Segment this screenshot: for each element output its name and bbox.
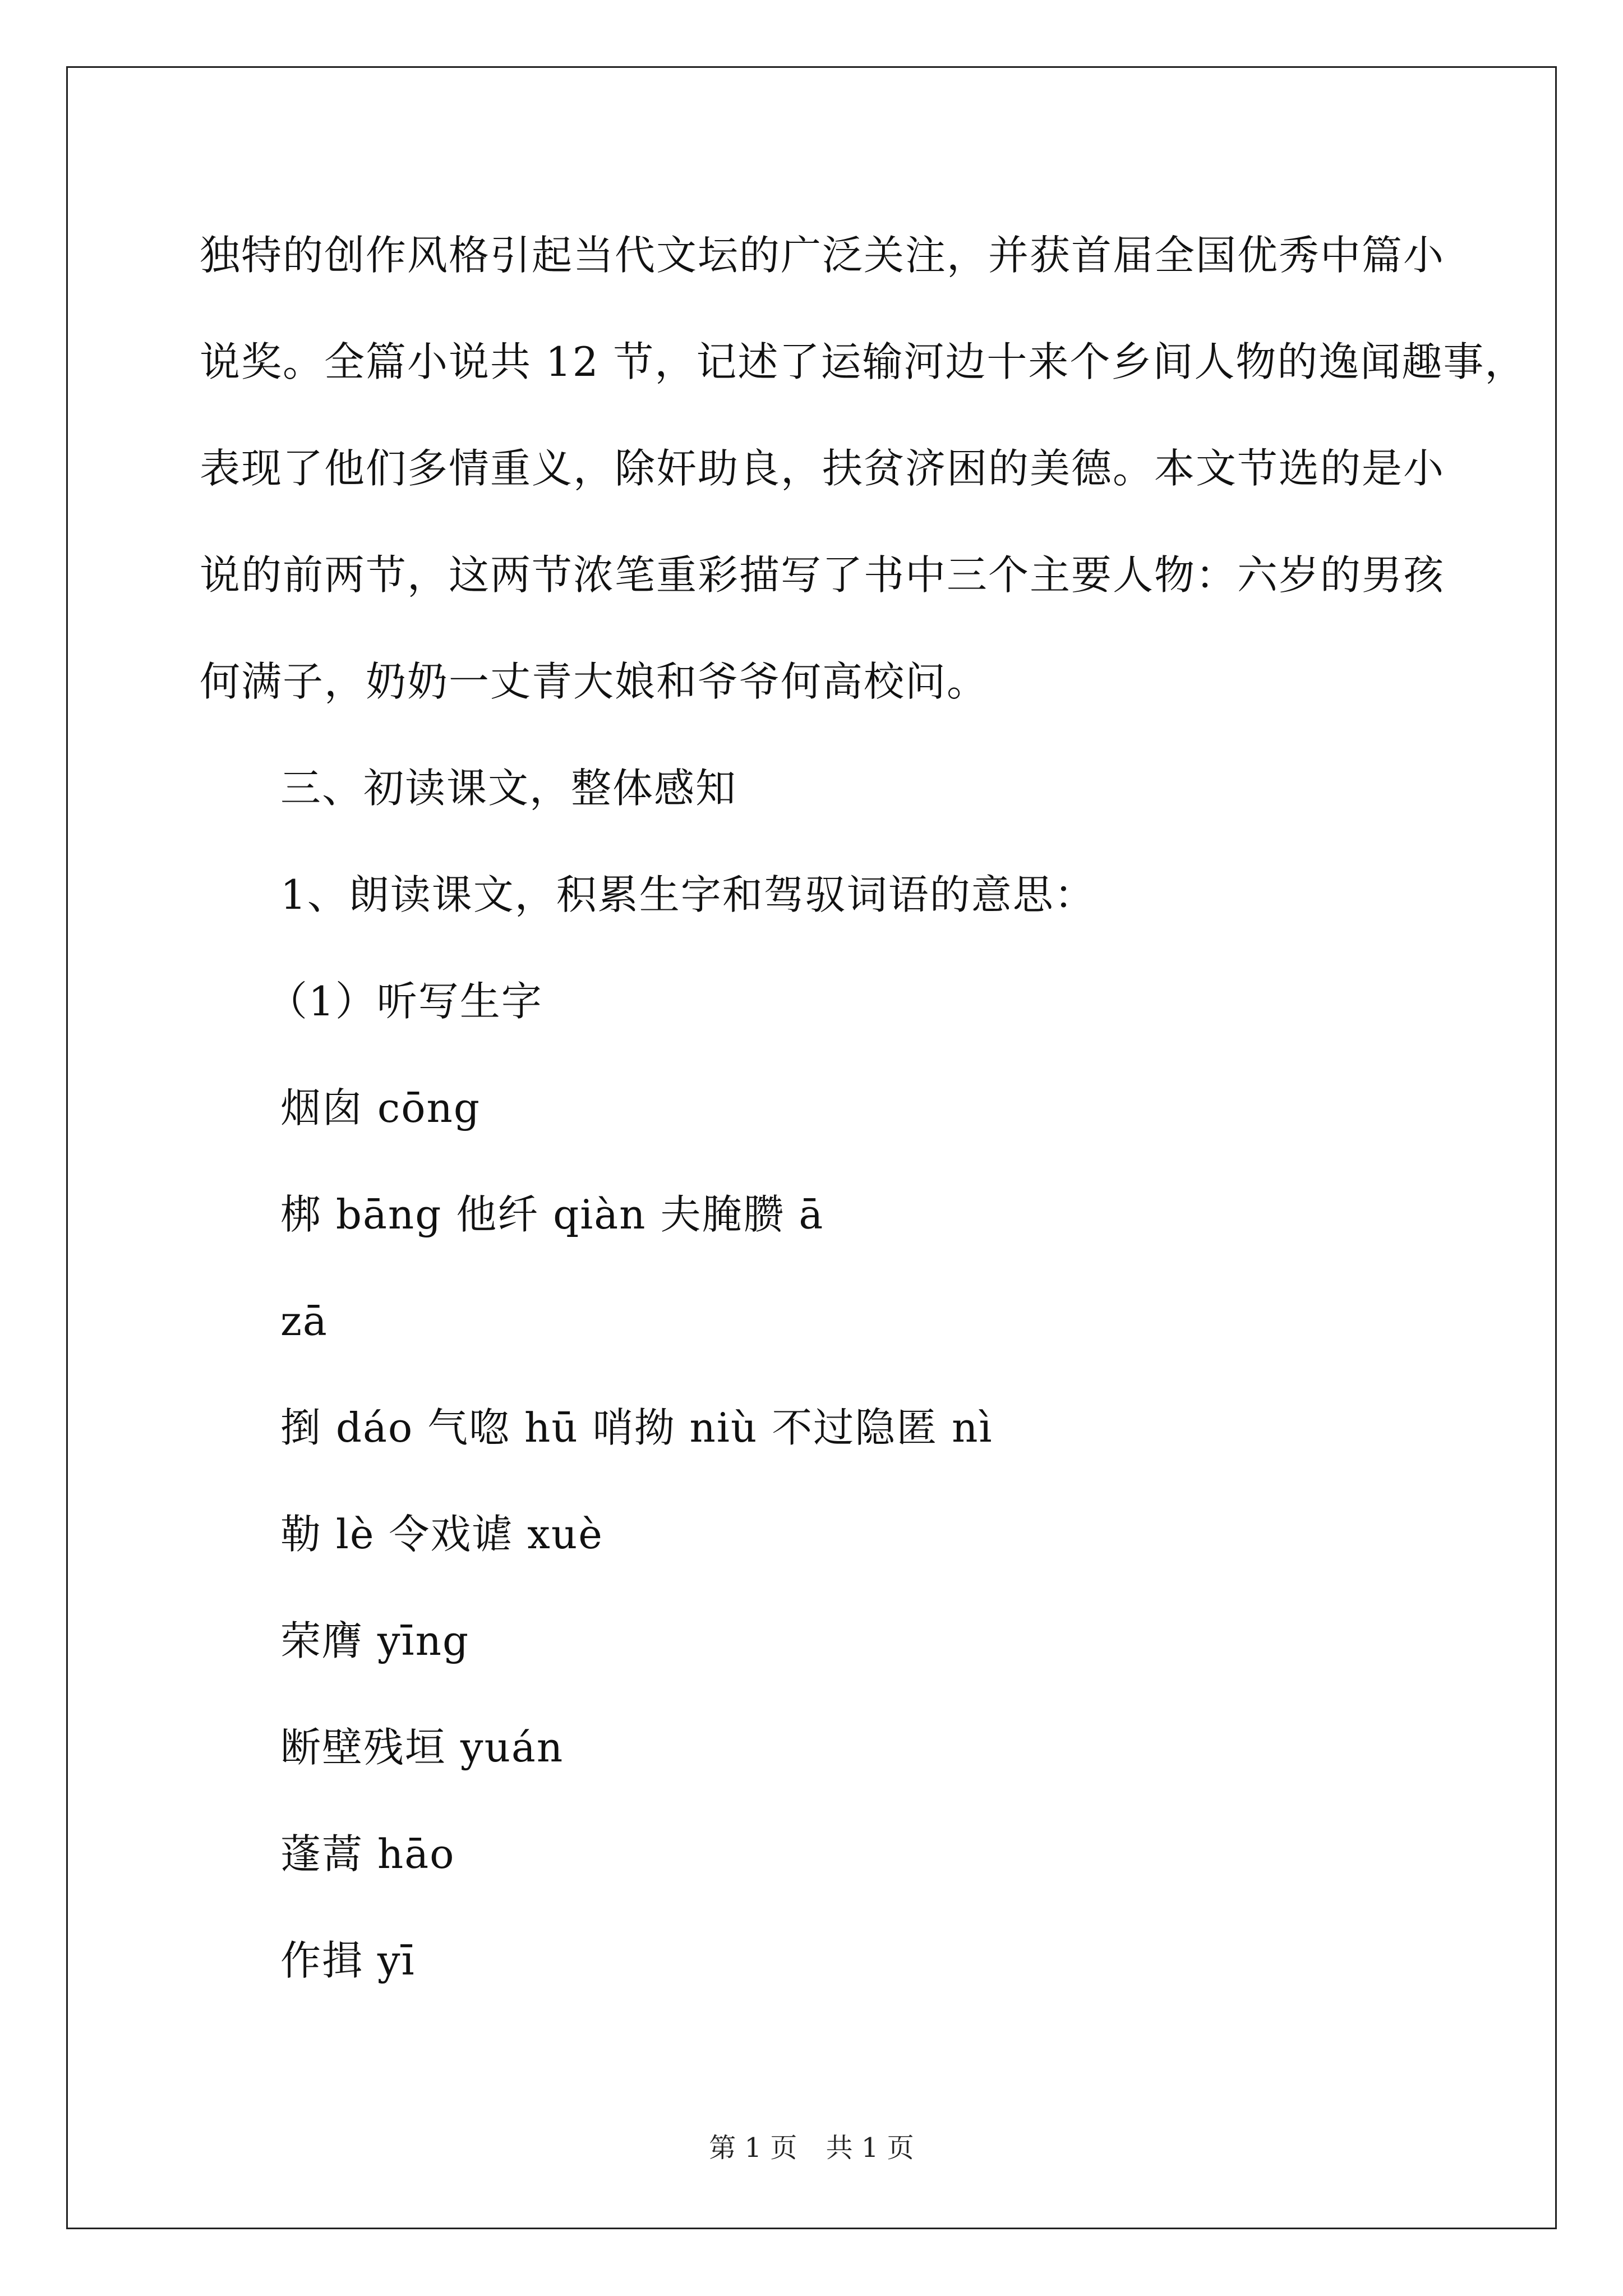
vocab-line-9: 作揖 yī <box>280 1937 416 1984</box>
paragraph-line-1: 独特的创作风格引起当代文坛的广泛关注，并获首届全国优秀中篇小 <box>200 232 1445 279</box>
paragraph-line-5: 何满子，奶奶一丈青大娘和爷爷何高校问。 <box>200 658 989 705</box>
task-item: 1、朗读课文，积累生字和驾驭词语的意思： <box>280 871 1096 918</box>
page-total: 共 1 页 <box>826 2132 914 2164</box>
paragraph-line-3: 表现了他们多情重义，除奸助良，扶贫济困的美德。本文节选的是小 <box>200 445 1445 492</box>
vocab-line-1: 烟囱 cōng <box>280 1084 481 1131</box>
vocab-line-5: 勒 lè 令戏谑 xuè <box>280 1511 603 1558</box>
page-number: 第 1 页 <box>709 2132 797 2164</box>
page-footer <box>0 2126 1623 2165</box>
section-heading: 三、初读课文，整体感知 <box>280 765 737 812</box>
vocab-line-6: 荣膺 yīng <box>280 1617 470 1664</box>
paragraph-line-2: 说奖。全篇小说共 12 节，记述了运输河边十来个乡间人物的逸闻趣事， <box>200 338 1527 385</box>
vocab-line-2: 梆 bāng 他纤 qiàn 夫腌臜 ā <box>280 1191 824 1238</box>
vocab-line-8: 蓬蒿 hāo <box>280 1830 455 1878</box>
sub-item: （1）听写生字 <box>267 978 543 1025</box>
vocab-line-3: zā <box>280 1297 328 1345</box>
vocab-line-7: 断壁残垣 yuán <box>280 1724 564 1771</box>
document-body <box>200 202 1527 2014</box>
paragraph-line-4: 说的前两节，这两节浓笔重彩描写了书中三个主要人物：六岁的男孩 <box>200 551 1445 599</box>
vocab-line-4: 捯 dáo 气唿 hū 哨拗 niù 不过隐匿 nì <box>280 1404 993 1451</box>
